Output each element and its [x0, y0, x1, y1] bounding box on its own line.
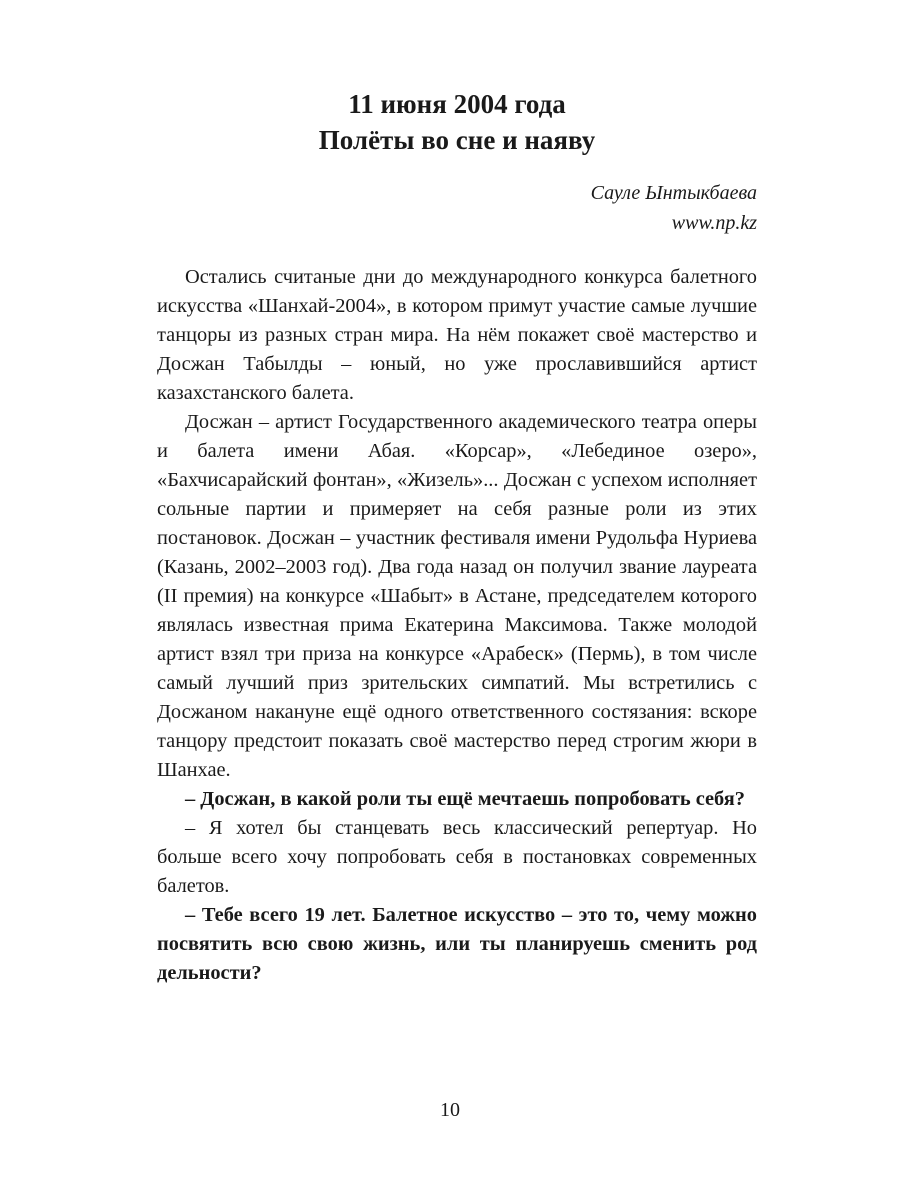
article-title: Полёты во сне и наяву [318, 125, 596, 155]
page-content [157, 86, 757, 988]
article-date: 11 июня 2004 года [348, 89, 566, 119]
article-body [157, 263, 757, 988]
bio-paragraph: Досжан – артист Государственного академического театра оперы и балета имени Абая. «Корсар», «Лебединое озеро», «Бахчисарайский фонтан», «Жизель»... Досжан с успехом исполняет сольные партии и примеряет на себя разные роли из этих постановок. Досжан – участник фестиваля имени Рудольфа Нуриева (Казань, 2002–2003 год). Два года назад он получил звание лауреата (II премия) на конкурсе «Шабыт» в Астане, председателем которого являлась известная прима Екатерина Максимова. Также молодой артист взял три приза на конкурсе «Арабеск» (Пермь), в том числе самый лучший приз зрительских симпатий. Мы встретились с Досжаном накануне ещё одного ответственного состязания: вскоре танцору предстоит показать своё мастерство перед строгим жюри в Шанхае. [157, 411, 757, 781]
intro-paragraph: Остались считаные дни до международного конкурса балетного искусства «Шанхай-2004», в котором примут участие самые лучшие танцоры из разных стран мира. На нём покажет своё мастерство и Досжан Табылды – юный, но уже прославившийся артист казахстанского балета. [157, 266, 757, 404]
byline [157, 178, 757, 238]
source-site: www.np.kz [671, 212, 757, 234]
interview-question: – Досжан, в какой роли ты ещё мечтаешь попробовать себя? [185, 788, 745, 810]
page-number: 10 [440, 1099, 460, 1121]
interview-question: – Тебе всего 19 лет. Балетное искусство – это то, чему можно посвятить всю свою жизнь, или ты планируешь сменить род дельности? [157, 904, 757, 984]
article-heading [157, 86, 757, 158]
author-name: Сауле Ынтыкбаева [590, 182, 757, 204]
interview-answer: – Я хотел бы станцевать весь классический репертуар. Но больше всего хочу попробовать себя в постановках современных балетов. [157, 817, 757, 897]
